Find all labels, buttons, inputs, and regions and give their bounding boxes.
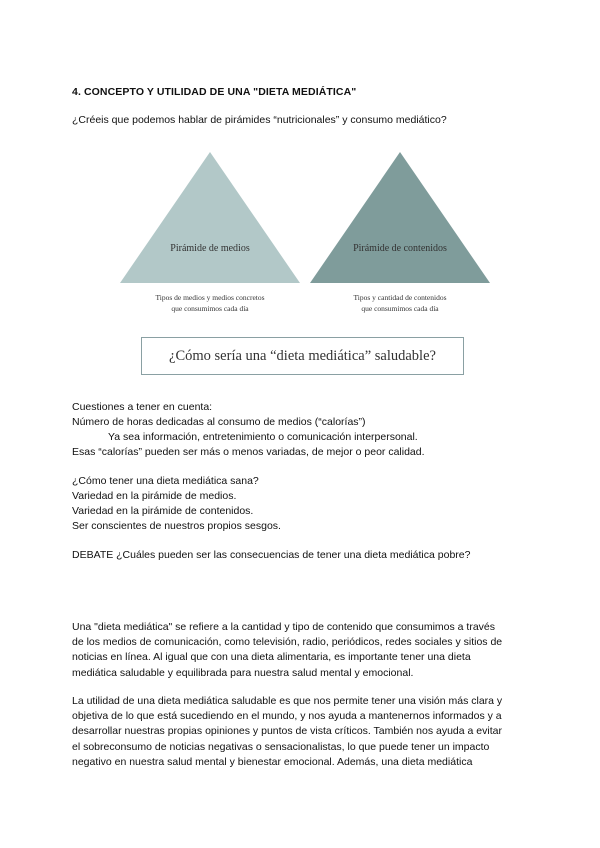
pyramid-contenidos-shape [310, 152, 490, 283]
paragraph-line: objetiva de lo que está sucediendo en el mundo, y nos ayuda a mantenernos informados y a [72, 710, 502, 723]
dieta-sana-item: Variedad en la pirámide de medios. [72, 490, 237, 502]
paragraph-line: de los medios de comunicación, como televisión, radio, periódicos, redes sociales y sitios de [72, 636, 503, 649]
dieta-sana-block [72, 474, 542, 534]
paragraph-line: Una "dieta mediática" se refiere a la cantidad y tipo de contenido que consumimos a través [72, 621, 496, 633]
pyramid-contenidos-caption [310, 292, 490, 314]
pyramid-medios-shape [120, 152, 300, 283]
caption-line: que consumimos cada día [171, 304, 249, 313]
caption-line: que consumimos cada día [361, 304, 439, 313]
dieta-sana-item: Variedad en la pirámide de contenidos. [72, 505, 254, 517]
caption-line: Tipos de medios y medios concretos [155, 293, 265, 302]
dieta-sana-question: ¿Cómo tener una dieta mediática sana? [72, 475, 259, 487]
debate-question: DEBATE ¿Cuáles pueden ser las consecuencias de tener una dieta mediática pobre? [72, 549, 471, 561]
cuestiones-subitem: Ya sea información, entretenimiento o comunicación interpersonal. [108, 431, 418, 443]
caption-line: Tipos y cantidad de contenidos [353, 293, 447, 302]
cuestiones-item: Número de horas dedicadas al consumo de medios (“calorías”) [72, 416, 366, 428]
pyramid-medios-label: Pirámide de medios [170, 243, 250, 254]
pyramid-contenidos-label: Pirámide de contenidos [353, 243, 447, 254]
pyramid-medios-caption [120, 292, 300, 314]
paragraph-line: negativo en nuestra salud mental y bienestar emocional. Además, una dieta mediática [72, 755, 473, 768]
paragraph-line: el sobreconsumo de noticias negativas o sensacionalistas, lo que puede tener un impacto [72, 740, 490, 753]
healthy-diet-question-box: ¿Cómo sería una “dieta mediática” saludable? [141, 337, 464, 375]
paragraph-line: desarrollar nuestras propias opiniones y puntos de vista críticos. También nos ayuda a evitar [72, 725, 502, 738]
paragraph-dieta-mediatica [72, 620, 532, 681]
cuestiones-block [72, 400, 542, 460]
cuestiones-item: Esas “calorías” pueden ser más o menos variadas, de mejor o peor calidad. [72, 446, 425, 458]
cuestiones-title: Cuestiones a tener en cuenta: [72, 401, 213, 413]
intro-question: ¿Créeis que podemos hablar de pirámides “nutricionales” y consumo mediático? [72, 114, 447, 126]
dieta-sana-item: Ser conscientes de nuestros propios sesgos. [72, 520, 281, 532]
section-heading: 4. CONCEPTO Y UTILIDAD DE UNA "DIETA MEDIÁTICA" [72, 86, 357, 98]
paragraph-line: La utilidad de una dieta mediática saludable es que nos permite tener una visión más clara y [72, 695, 503, 707]
paragraph-line: noticias en línea. Al igual que con una dieta alimentaria, es importante tener una dieta [72, 651, 471, 664]
pyramids-figure [110, 150, 510, 290]
paragraph-utilidad [72, 694, 532, 770]
paragraph-line: mediática saludable y equilibrada para nuestra salud mental y emocional. [72, 666, 414, 679]
